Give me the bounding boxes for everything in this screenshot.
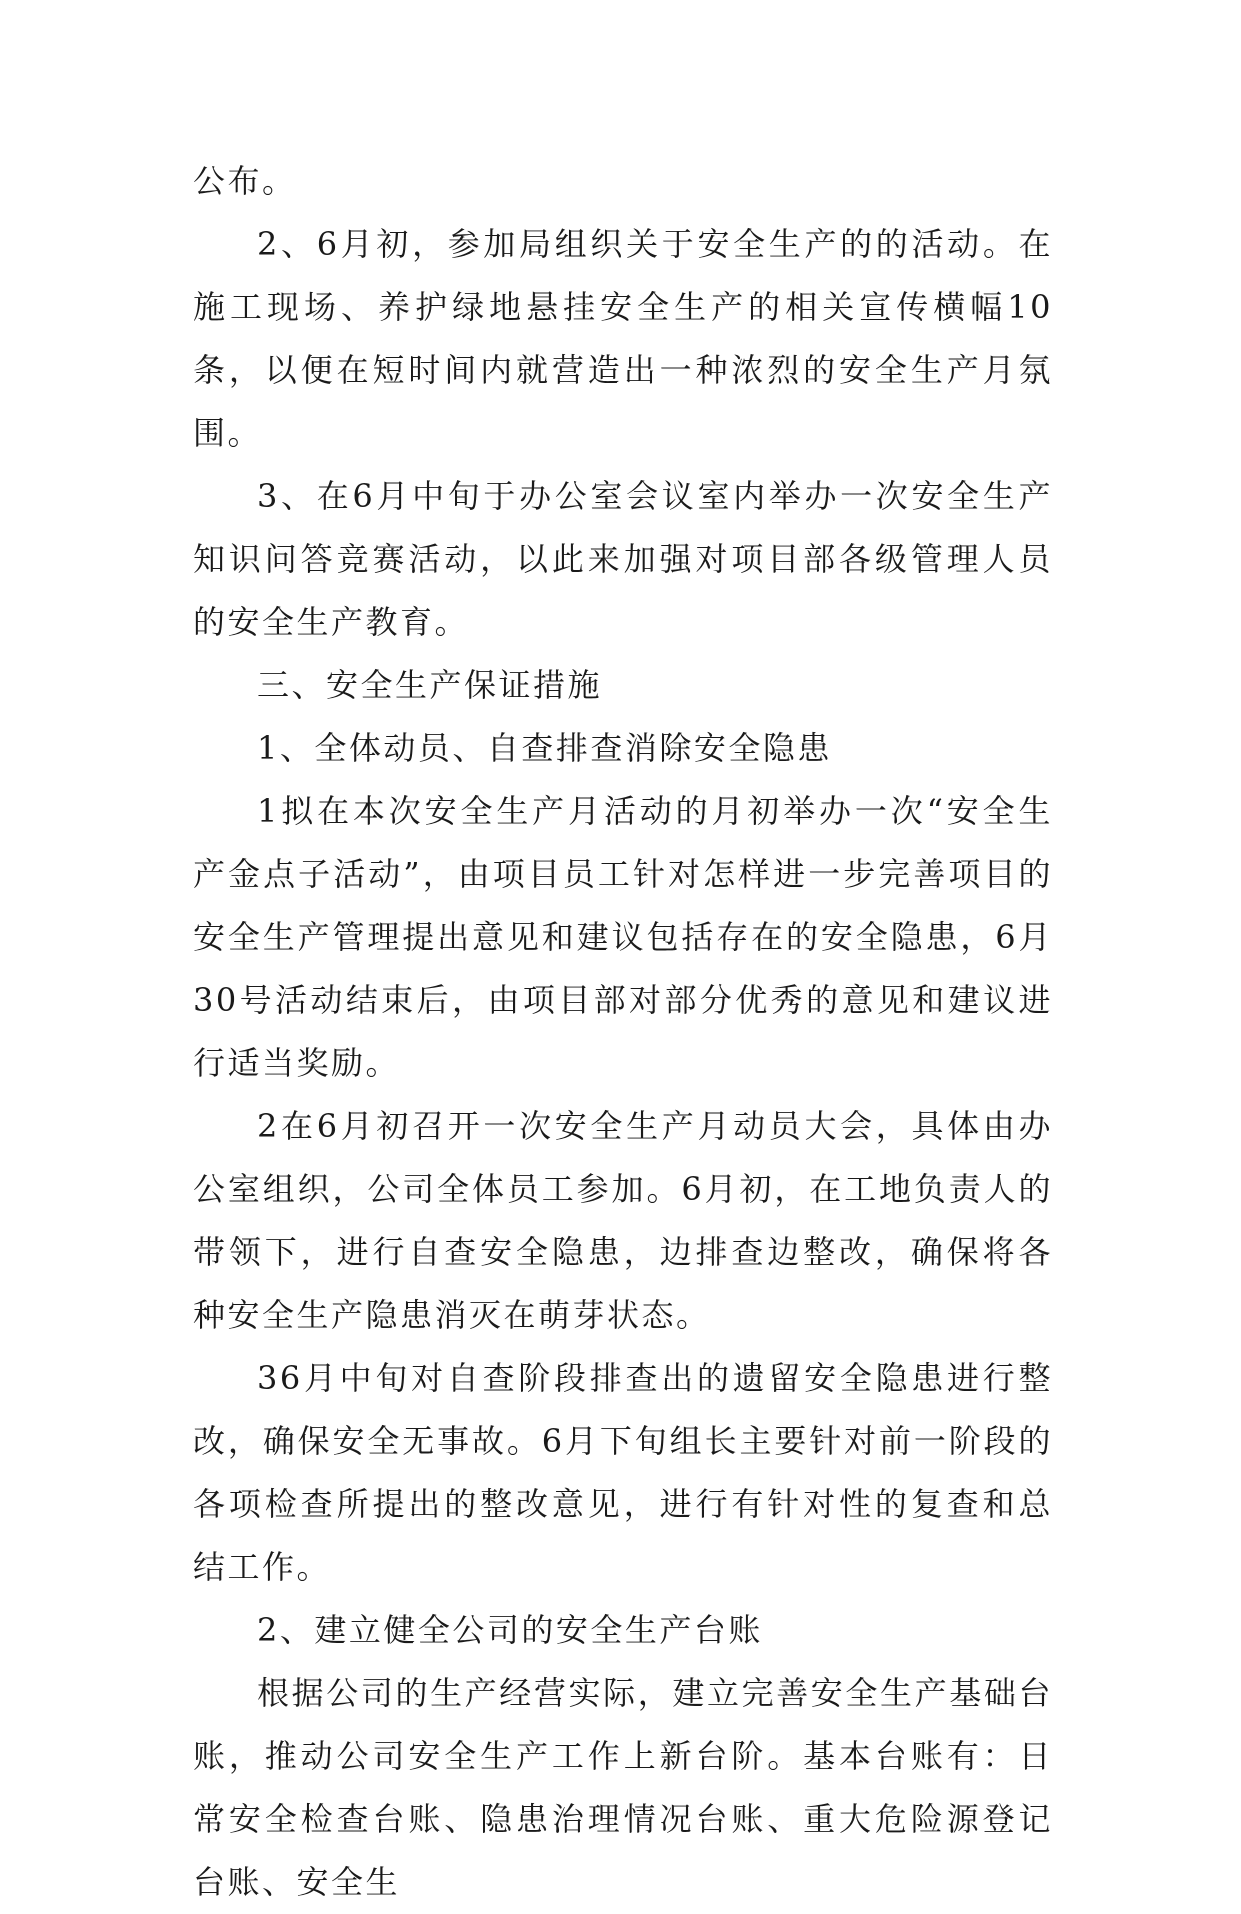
paragraph-1: 公布。 [193,162,297,200]
paragraph-3: 3、在6月中旬于办公室会议室内举办一次安全生产知识问答竞赛活动，以此来加强对项目部各级管理人员的安全生产教育。 [193,477,1053,641]
paragraph-7: 2在6月初召开一次安全生产月动员大会，具体由办公室组织，公司全体员工参加。6月初，在工地负责人的带领下，进行自查安全隐患，边排查边整改，确保将各种安全生产隐患消灭在萌芽状态。 [193,1107,1053,1334]
subheading-2: 2、建立健全公司的安全生产台账 [257,1611,763,1649]
paragraph-6: 1拟在本次安全生产月活动的月初举办一次“安全生产金点子活动”，由项目员工针对怎样进一步完善项目的安全生产管理提出意见和建议包括存在的安全隐患，6月30号活动结束后，由项目部对部分优秀的意见和建议进行适当奖励。 [193,792,1053,1082]
paragraph-8: 36月中旬对自查阶段排查出的遗留安全隐患进行整改，确保安全无事故。6月下旬组长主要针对前一阶段的各项检查所提出的整改意见，进行有针对性的复查和总结工作。 [193,1359,1053,1586]
paragraph-10: 根据公司的生产经营实际，建立完善安全生产基础台账，推动公司安全生产工作上新台阶。基本台账有：日常安全检查台账、隐患治理情况台账、重大危险源登记台账、安全生 [193,1674,1053,1901]
document-body [193,150,1053,1914]
subheading-1: 1、全体动员、自查排查消除安全隐患 [257,729,832,767]
paragraph-2: 2、6月初，参加局组织关于安全生产的的活动。在施工现场、养护绿地悬挂安全生产的相关宣传横幅10条，以便在短时间内就营造出一种浓烈的安全生产月氛围。 [193,225,1053,452]
section-heading-3: 三、安全生产保证措施 [257,666,603,704]
